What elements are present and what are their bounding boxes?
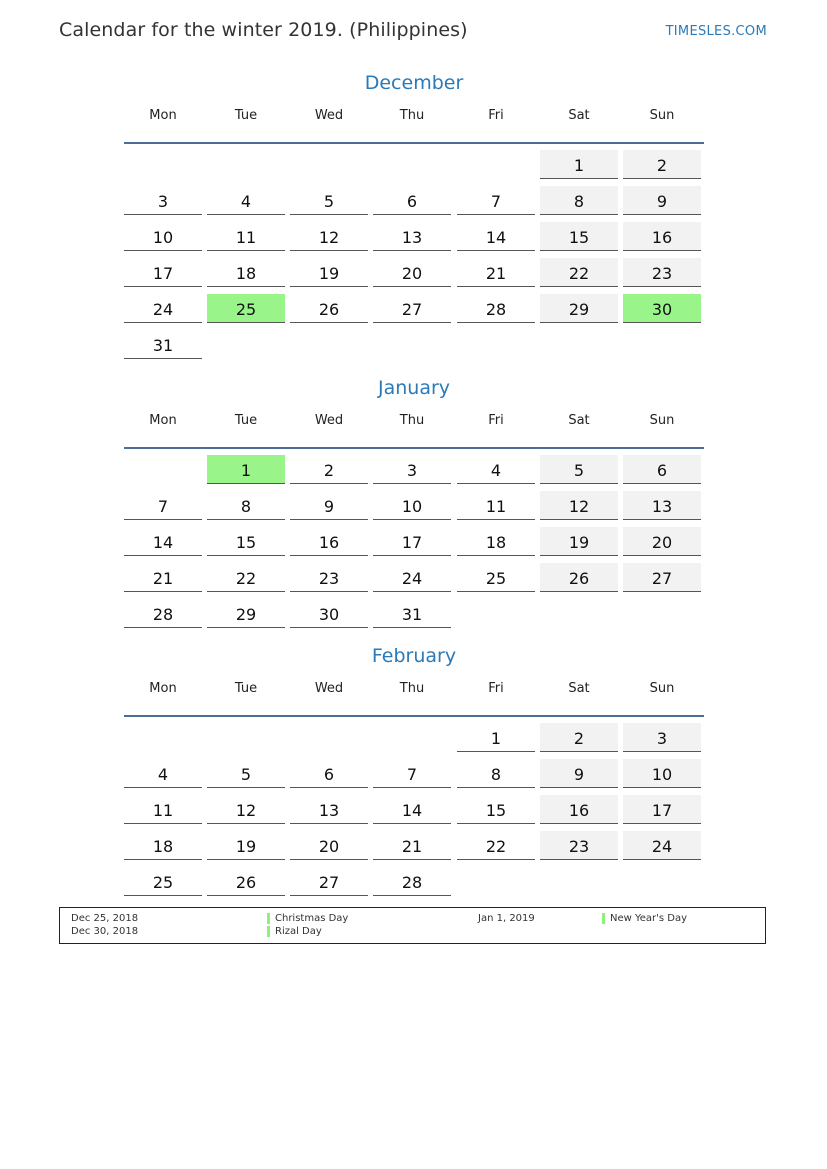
day-cell[interactable]: 17 (623, 795, 701, 824)
day-cell[interactable]: 22 (457, 831, 535, 860)
day-cell[interactable]: 27 (290, 867, 368, 896)
holiday-legend (59, 907, 766, 944)
day-cell[interactable]: 31 (373, 599, 451, 628)
day-cell[interactable]: 5 (540, 455, 618, 484)
weekday-label: Thu (399, 108, 425, 123)
day-cell[interactable]: 20 (373, 258, 451, 287)
weekday-label: Wed (314, 413, 344, 428)
page-title: Calendar for the winter 2019. (Philippines) (59, 19, 468, 41)
day-cell[interactable]: 15 (207, 527, 285, 556)
weekday-label: Mon (149, 681, 177, 696)
day-cell[interactable]: 18 (457, 527, 535, 556)
weekday-label: Fri (488, 108, 504, 123)
day-cell[interactable]: 2 (290, 455, 368, 484)
day-cell[interactable]: 23 (290, 563, 368, 592)
day-cell[interactable]: 9 (290, 491, 368, 520)
weekday-label: Wed (314, 681, 344, 696)
day-cell[interactable]: 25 (207, 294, 285, 323)
day-cell[interactable]: 19 (540, 527, 618, 556)
day-cell[interactable]: 8 (540, 186, 618, 215)
day-cell[interactable]: 27 (373, 294, 451, 323)
day-cell[interactable]: 10 (124, 222, 202, 251)
day-cell[interactable]: 12 (207, 795, 285, 824)
month-name: February (371, 645, 457, 667)
day-cell[interactable]: 19 (207, 831, 285, 860)
legend-date: Dec 25, 2018 (71, 913, 139, 924)
day-cell[interactable]: 21 (373, 831, 451, 860)
day-cell[interactable]: 11 (457, 491, 535, 520)
weekday-header (124, 411, 704, 449)
day-cell[interactable]: 7 (124, 491, 202, 520)
site-link[interactable]: TIMESLES.COM (665, 24, 767, 39)
day-cell[interactable]: 20 (290, 831, 368, 860)
day-cell[interactable]: 17 (373, 527, 451, 556)
day-cell[interactable]: 17 (124, 258, 202, 287)
weekday-label: Tue (234, 681, 258, 696)
day-cell[interactable]: 18 (124, 831, 202, 860)
day-cell[interactable]: 28 (457, 294, 535, 323)
day-cell[interactable]: 21 (124, 563, 202, 592)
weekday-label: Sun (649, 413, 675, 428)
day-cell[interactable]: 22 (207, 563, 285, 592)
weekday-label: Fri (488, 681, 504, 696)
day-cell[interactable]: 29 (207, 599, 285, 628)
day-cell[interactable]: 23 (623, 258, 701, 287)
day-cell[interactable]: 24 (373, 563, 451, 592)
weekday-label: Thu (399, 681, 425, 696)
weekday-label: Wed (314, 108, 344, 123)
legend-holiday-name: Rizal Day (267, 926, 322, 937)
weekday-label: Sun (649, 681, 675, 696)
day-cell[interactable]: 4 (207, 186, 285, 215)
day-cell[interactable]: 7 (373, 759, 451, 788)
weekday-label: Sat (568, 681, 590, 696)
day-cell[interactable]: 22 (540, 258, 618, 287)
day-cell[interactable]: 2 (623, 150, 701, 179)
day-cell[interactable]: 23 (540, 831, 618, 860)
day-cell[interactable]: 14 (373, 795, 451, 824)
day-cell[interactable]: 20 (623, 527, 701, 556)
legend-date: Dec 30, 2018 (71, 926, 139, 937)
weekday-header (124, 679, 704, 717)
day-cell[interactable]: 16 (623, 222, 701, 251)
day-cell[interactable]: 26 (207, 867, 285, 896)
day-cell[interactable]: 7 (457, 186, 535, 215)
weekday-label: Thu (399, 413, 425, 428)
weekday-label: Sun (649, 108, 675, 123)
day-cell[interactable]: 6 (373, 186, 451, 215)
day-cell[interactable]: 16 (290, 527, 368, 556)
day-cell[interactable]: 28 (373, 867, 451, 896)
weekday-label: Sat (568, 108, 590, 123)
day-cell[interactable]: 9 (540, 759, 618, 788)
day-cell[interactable]: 24 (623, 831, 701, 860)
day-cell[interactable]: 6 (290, 759, 368, 788)
day-cell[interactable]: 16 (540, 795, 618, 824)
day-cell[interactable]: 5 (290, 186, 368, 215)
day-cell[interactable]: 4 (457, 455, 535, 484)
day-cell[interactable]: 24 (124, 294, 202, 323)
weekday-label: Mon (149, 108, 177, 123)
day-cell[interactable]: 14 (124, 527, 202, 556)
legend-holiday-name: New Year's Day (602, 913, 687, 924)
day-cell[interactable]: 13 (373, 222, 451, 251)
day-cell[interactable]: 25 (457, 563, 535, 592)
weekday-label: Sat (568, 413, 590, 428)
day-cell[interactable]: 11 (124, 795, 202, 824)
weekday-label: Mon (149, 413, 177, 428)
day-cell[interactable]: 6 (623, 455, 701, 484)
day-cell[interactable]: 13 (290, 795, 368, 824)
day-cell[interactable]: 28 (124, 599, 202, 628)
weekday-header (124, 106, 704, 144)
day-cell[interactable]: 13 (623, 491, 701, 520)
legend-holiday-name: Christmas Day (267, 913, 348, 924)
day-cell[interactable]: 10 (373, 491, 451, 520)
day-cell[interactable]: 2 (540, 723, 618, 752)
day-cell[interactable]: 3 (623, 723, 701, 752)
month-february (124, 643, 704, 892)
day-cell[interactable]: 15 (457, 795, 535, 824)
day-cell[interactable]: 21 (457, 258, 535, 287)
day-cell[interactable]: 11 (207, 222, 285, 251)
day-cell[interactable]: 15 (540, 222, 618, 251)
day-cell[interactable]: 19 (290, 258, 368, 287)
legend-date: Jan 1, 2019 (478, 913, 535, 924)
day-cell[interactable]: 1 (457, 723, 535, 752)
day-cell[interactable]: 1 (207, 455, 285, 484)
month-name: January (377, 377, 451, 399)
day-cell[interactable]: 31 (124, 330, 202, 359)
day-cell[interactable]: 9 (623, 186, 701, 215)
month-name: December (364, 72, 464, 94)
day-cell[interactable]: 8 (457, 759, 535, 788)
day-cell[interactable]: 5 (207, 759, 285, 788)
day-cell[interactable]: 3 (124, 186, 202, 215)
day-cell[interactable]: 12 (290, 222, 368, 251)
day-cell[interactable]: 14 (457, 222, 535, 251)
day-cell[interactable]: 18 (207, 258, 285, 287)
month-december (124, 70, 704, 355)
day-cell[interactable]: 3 (373, 455, 451, 484)
day-cell[interactable]: 10 (623, 759, 701, 788)
weekday-label: Tue (234, 413, 258, 428)
day-cell[interactable]: 30 (290, 599, 368, 628)
day-cell[interactable]: 12 (540, 491, 618, 520)
day-cell[interactable]: 1 (540, 150, 618, 179)
day-cell[interactable]: 4 (124, 759, 202, 788)
day-cell[interactable]: 26 (540, 563, 618, 592)
day-cell[interactable]: 29 (540, 294, 618, 323)
day-cell[interactable]: 30 (623, 294, 701, 323)
month-january (124, 375, 704, 624)
day-cell[interactable]: 26 (290, 294, 368, 323)
weekday-label: Tue (234, 108, 258, 123)
weekday-label: Fri (488, 413, 504, 428)
day-cell[interactable]: 25 (124, 867, 202, 896)
day-cell[interactable]: 8 (207, 491, 285, 520)
day-cell[interactable]: 27 (623, 563, 701, 592)
